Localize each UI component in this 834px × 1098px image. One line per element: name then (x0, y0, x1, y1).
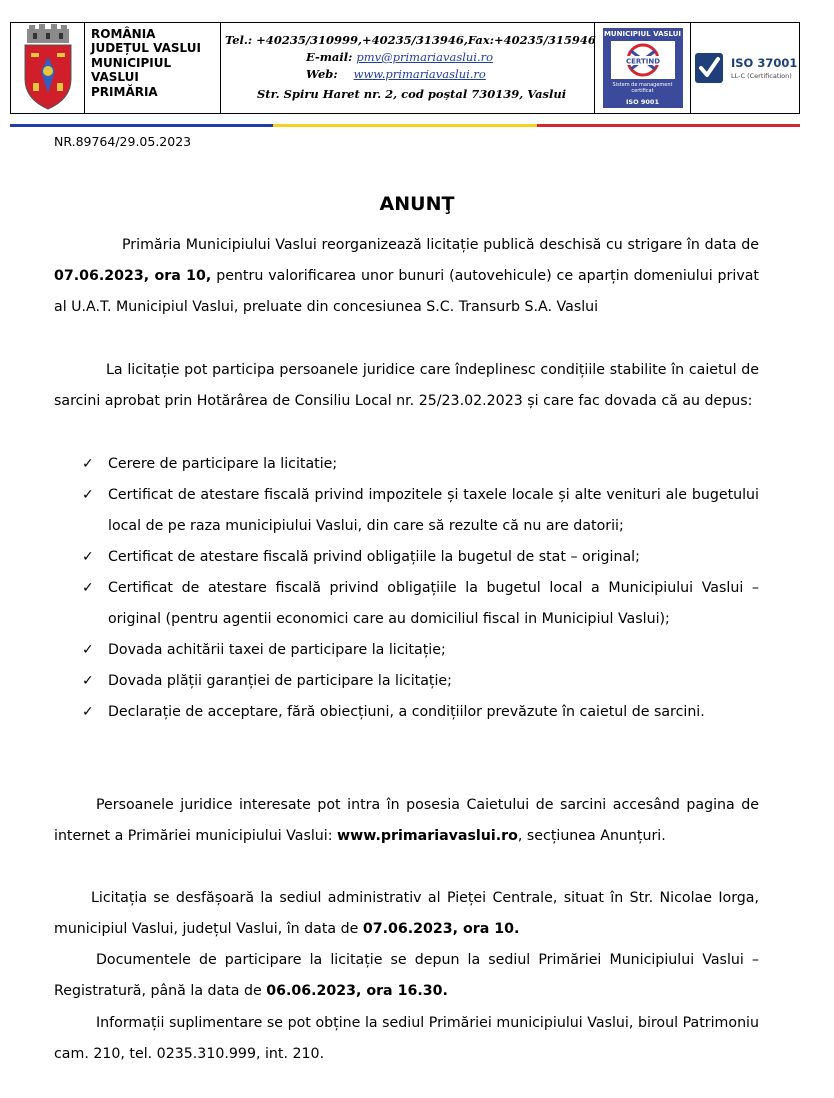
iso37001-title: ISO 37001 (731, 56, 798, 70)
list-item-text: Certificat de atestare fiscală privind obligațiile la bugetul de stat – original; (108, 549, 640, 565)
paragraph-specs-access (54, 790, 759, 852)
bold-date: 07.06.2023, ora 10, (54, 268, 212, 284)
registration-number: NR.89764/29.05.2023 (54, 134, 192, 149)
list-item-text: Certificat de atestare fiscală privind impozitele și taxele locale și alte venituri ale bugetului local de pe raza municipiului Vaslui, din care să rezulte că nu are datorii; (108, 487, 759, 534)
phone-line: Tel.: +40235/310999,+40235/313946,Fax:+40235/315946 (225, 33, 596, 47)
iso37001-cell (691, 23, 799, 113)
email-link[interactable]: pmv@primariavaslui.ro (356, 50, 494, 64)
crest-cell (11, 23, 85, 113)
certind-logo-panel (611, 41, 675, 79)
text-run: , secțiunea Anunțuri. (517, 828, 666, 844)
iso37001-text (731, 56, 797, 80)
certind-badge (603, 28, 683, 108)
email-label: E-mail: (306, 50, 353, 64)
list-item-text: Declarație de acceptare, fără obiecțiuni, a condițiilor prevăzute în caietul de sarcini. (108, 704, 705, 720)
divider-red (537, 124, 800, 127)
page-title: ANUNŢ (379, 193, 455, 215)
list-item (82, 480, 759, 542)
email-line (306, 49, 493, 66)
certind-caption (603, 82, 683, 94)
text-run: Licitația se desfășoară la sediul administrativ al Pieței Centrale, situat în Str. Nicolae Iorga, municipiul Vaslui, județul Vaslui, în data de (54, 890, 759, 937)
web-label: Web: (306, 67, 338, 81)
list-item (82, 635, 759, 666)
list-item-text: Certificat de atestare fiscală privind obligațiile la bugetul local a Municipiului Vaslui – original (pentru agentii economici care au domiciliul fiscal in Municipiul Vaslui); (108, 580, 759, 627)
certind-logo-text: CERTIND (625, 57, 660, 66)
institution-line: PRIMĂRIA (91, 84, 158, 99)
list-item-text: Dovada achitării taxei de participare la licitație; (108, 642, 446, 658)
bold-deadline: 06.06.2023, ora 16.30. (266, 983, 448, 999)
paragraph-eligibility: La licitație pot participa persoanele juridice care îndeplinesc condițiile stabilite în caietul de sarcini aprobat prin Hotărârea de Consiliu Local nr. 25/23.02.2023 și care fac dovada că au depus: (54, 362, 759, 409)
list-item (82, 573, 759, 635)
text-run: Primăria Municipiului Vaslui reorganizează licitație publică deschisă cu strigare în data de (122, 237, 759, 253)
checkmark-icon: ✓ (82, 673, 94, 689)
institution-block (85, 23, 221, 113)
checkmark-icon: ✓ (82, 487, 94, 503)
checkmark-icon: ✓ (82, 549, 94, 565)
divider-yellow (273, 124, 536, 127)
institution-line: MUNICIPIUL (91, 55, 172, 70)
institution-line: JUDEȚUL VASLUI (91, 41, 201, 56)
institution-line: ROMÂNIA (91, 27, 156, 41)
paragraph-submission (54, 945, 759, 1007)
iso37001-subtitle: LL-C (Certification) (731, 72, 792, 80)
paragraph-contact: Informații suplimentare se pot obține la sediul Primăriei municipiului Vaslui, biroul Patrimoniu cam. 210, tel. 0235.310.999, int. 210. (54, 1015, 759, 1062)
certind-caption-line: Sistem de management (612, 82, 673, 88)
checkmark-icon: ✓ (82, 704, 94, 720)
requirements-list (82, 449, 759, 728)
paragraph-venue (54, 883, 759, 945)
text-run: pentru valorificarea unor bunuri (autovehicule) ce aparțin domeniului privat al U.A.T. Municipiul Vaslui, preluate din concesiunea S.C. Transurb S.A. Vaslui (54, 268, 759, 315)
checkmark-badge-icon (695, 53, 723, 83)
paragraph-intro (54, 230, 759, 323)
vaslui-coat-of-arms-icon (11, 23, 85, 113)
web-line (306, 66, 486, 83)
checkmark-icon: ✓ (82, 456, 94, 472)
check-icon (695, 53, 723, 83)
list-item-text: Cerere de participare la licitatie; (108, 456, 338, 472)
certind-cell (595, 23, 691, 113)
certind-logo-icon (611, 41, 675, 79)
web-link[interactable]: www.primariavaslui.ro (353, 67, 486, 81)
list-item (82, 449, 759, 480)
institution-line: VASLUI (91, 70, 139, 85)
list-item (82, 542, 759, 573)
certind-standard: ISO 9001 (626, 98, 659, 106)
list-item (82, 697, 759, 728)
checkmark-icon: ✓ (82, 642, 94, 658)
text-run: Documentele de participare la licitație se depun la sediul Primăriei Municipiului Vaslui – Registratură, până la data de (54, 952, 759, 999)
letterhead (10, 22, 800, 114)
website-link[interactable]: www.primariavaslui.ro (337, 828, 518, 844)
address-line: Str. Spiru Haret nr. 2, cod poștal 730139, Vaslui (257, 87, 567, 101)
certind-title: MUNICIPIUL VASLUI (603, 30, 682, 38)
text-run: Persoanele juridice interesate pot intra în posesia Caietului de sarcini accesând pagina de internet a Primăriei municipiului Vaslui: (54, 797, 759, 844)
list-item (82, 666, 759, 697)
tricolor-divider (10, 124, 800, 127)
bold-date: 07.06.2023, ora 10. (362, 921, 520, 937)
contact-block (221, 23, 595, 113)
list-item-text: Dovada plății garanției de participare la licitație; (108, 673, 452, 689)
divider-blue (10, 124, 273, 127)
certind-caption-line: certificat (631, 88, 654, 94)
checkmark-icon: ✓ (82, 580, 94, 596)
